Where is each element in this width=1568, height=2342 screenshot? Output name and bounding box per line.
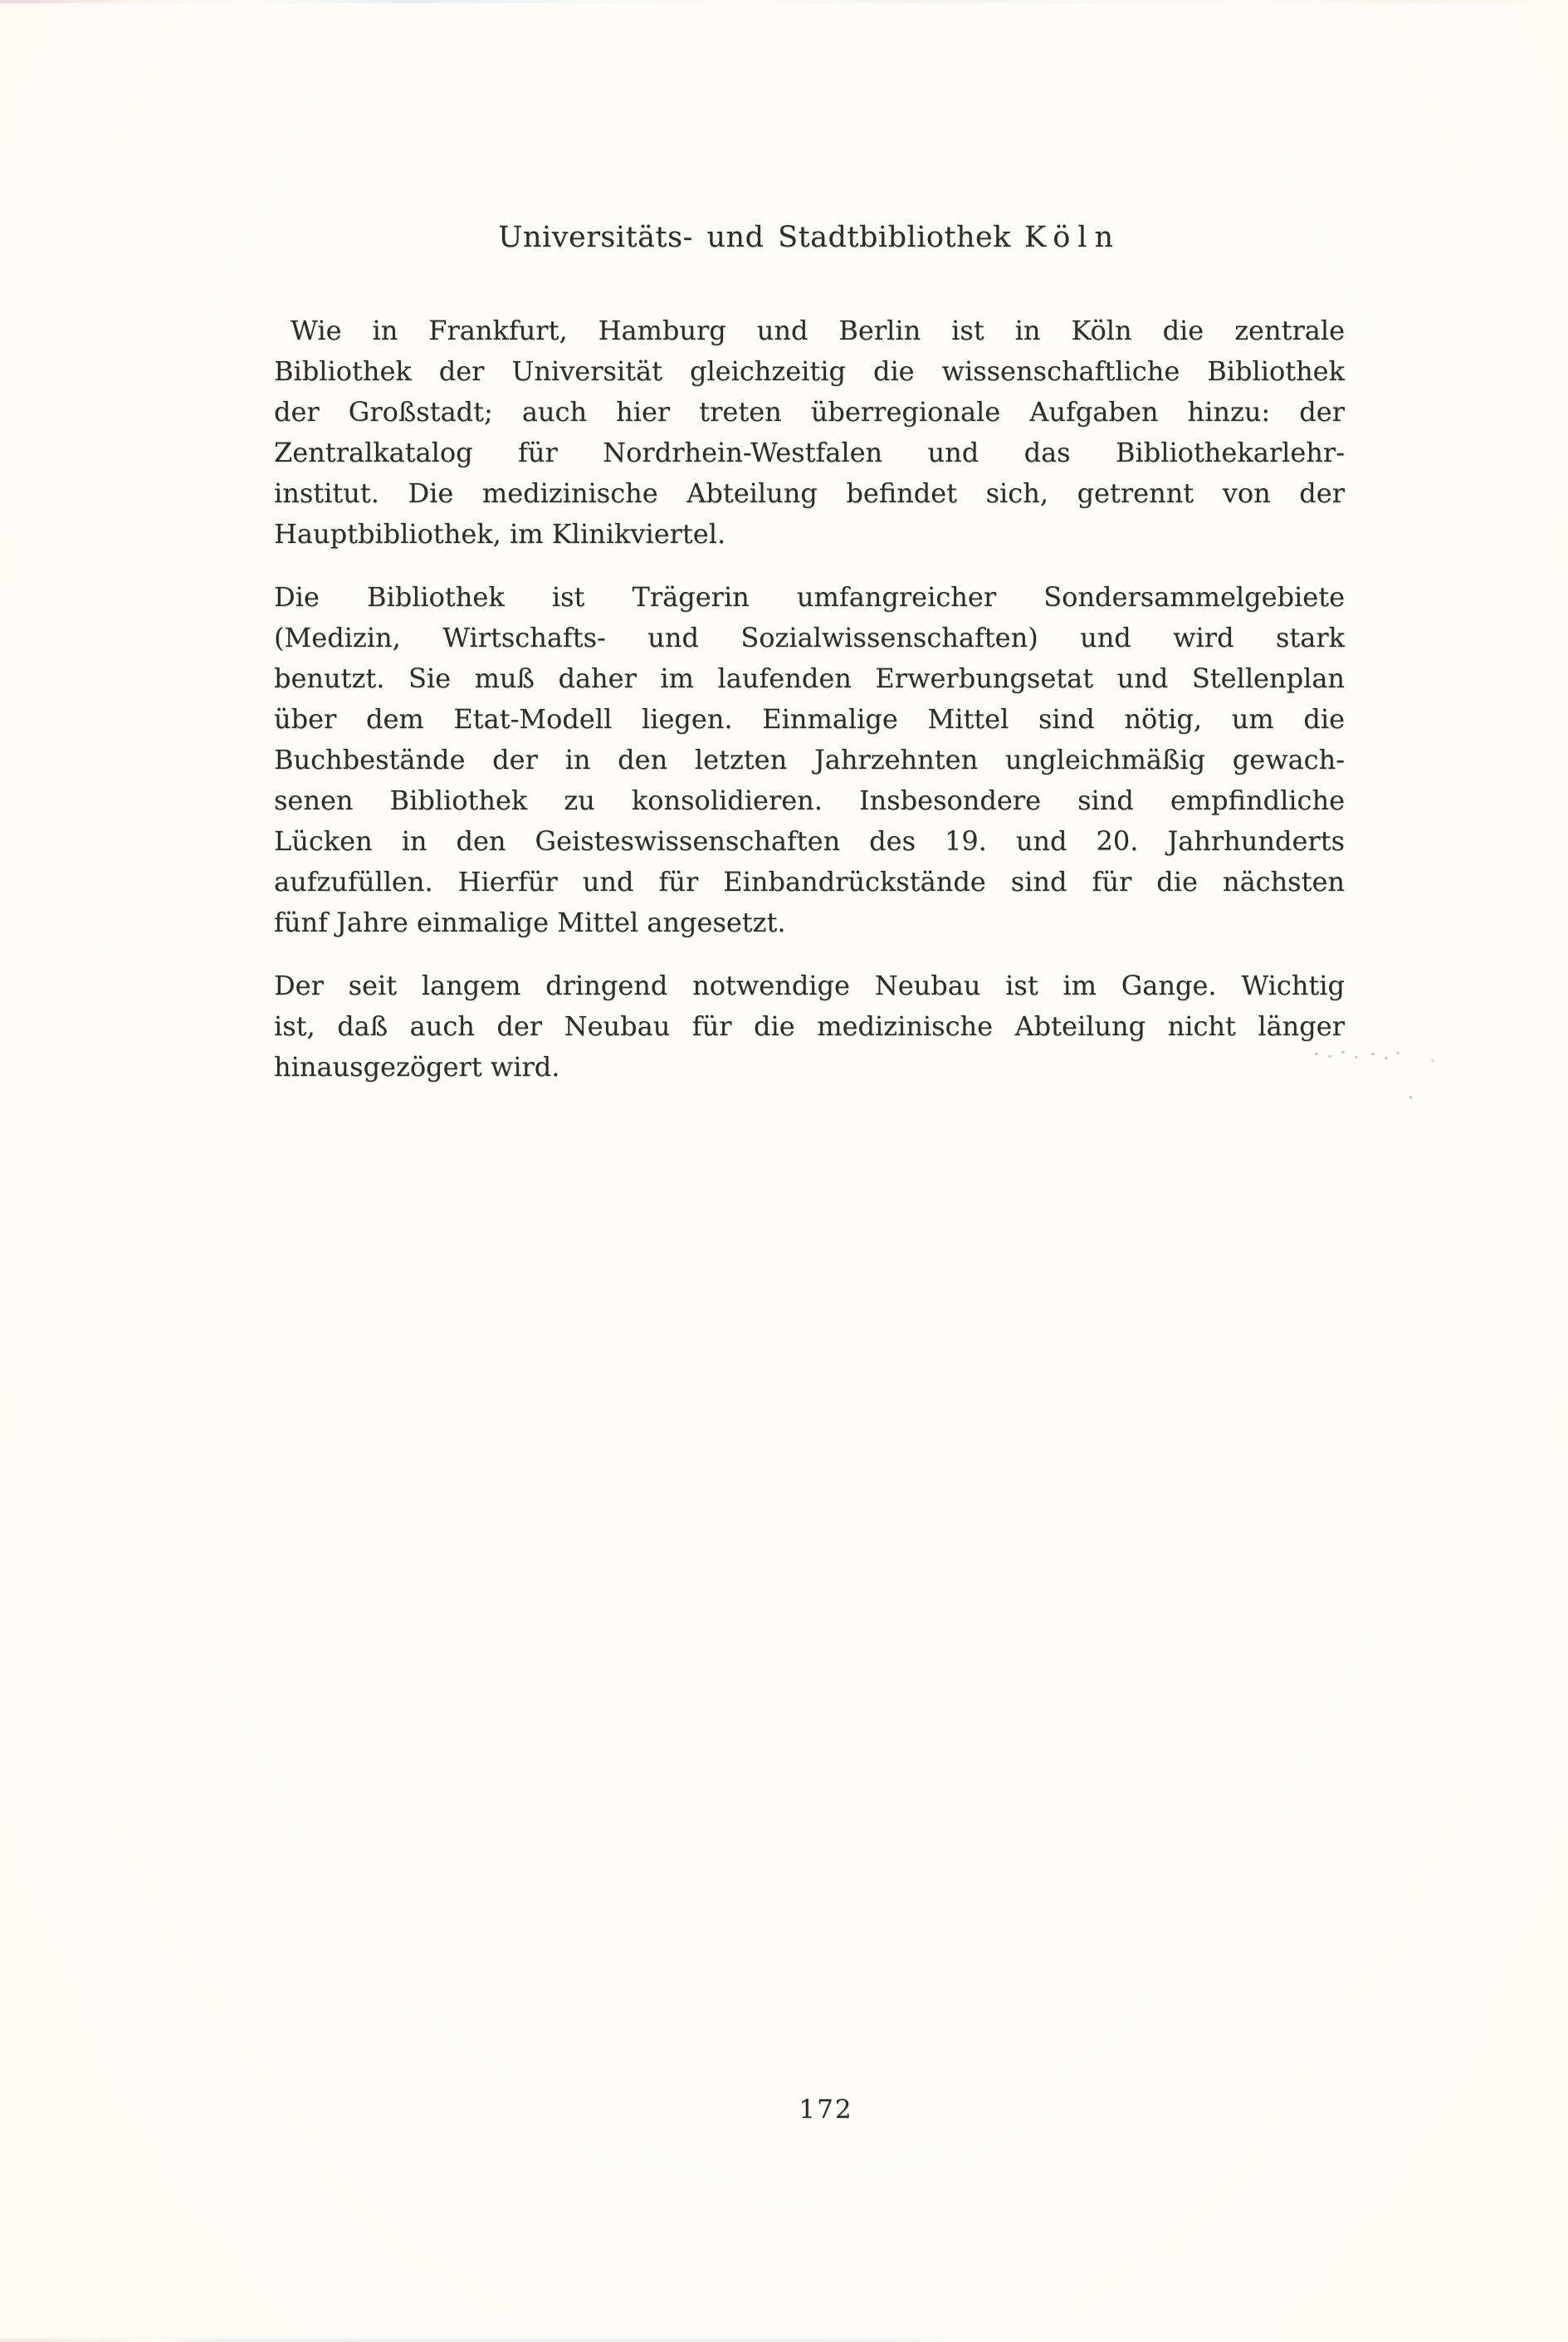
text-line: benutzt. Sie muß daher im laufenden Erwerbungsetat und Stellenplan <box>274 663 1345 694</box>
paragraph-neubau <box>274 966 1345 1088</box>
text-line: Zentralkatalog für Nordrhein-Westfalen und das Bibliothekarlehr- <box>274 437 1345 468</box>
text-line: Buchbestände der in den letzten Jahrzehnten ungleichmäßig gewach- <box>274 744 1345 775</box>
scan-artifact-specks <box>1315 1053 1318 1055</box>
scan-artifact-bottom-edge <box>0 2339 1568 2342</box>
scan-artifact-speck <box>1409 1096 1412 1099</box>
text-column <box>274 310 1345 1110</box>
text-line: Lücken in den Geisteswissenschaften des 19. und 20. Jahrhunderts <box>274 825 1345 857</box>
text-line: über dem Etat-Modell liegen. Einmalige Mittel sind nötig, um die <box>274 703 1345 735</box>
text-line: fünf Jahre einmalige Mittel angesetzt. <box>274 907 786 938</box>
text-line: hinausgezögert wird. <box>274 1051 560 1083</box>
text-line: aufzufüllen. Hierfür und für Einbandrückstände sind für die nächsten <box>274 866 1345 897</box>
text-line: Der seit langem dringend notwendige Neubau ist im Gange. Wichtig <box>274 970 1345 1001</box>
page-title-city: Köln <box>1023 221 1121 254</box>
text-line: Bibliothek der Universität gleichzeitig die wissenschaftliche Bibliothek <box>274 355 1345 387</box>
text-line: senen Bibliothek zu konsolidieren. Insbesondere sind empfindliche <box>274 785 1345 816</box>
text-line: ist, daß auch der Neubau für die medizinische Abteilung nicht länger <box>274 1010 1345 1042</box>
text-line: Die Bibliothek ist Trägerin umfangreicher Sondersammelgebiete <box>274 581 1345 613</box>
page-title-main: Universitäts- und Stadtbibliothek <box>497 221 1011 254</box>
text-line: (Medizin, Wirtschafts- und Sozialwissenschaften) und wird stark <box>274 622 1345 653</box>
page-title <box>274 218 1345 258</box>
text-line: Hauptbibliothek, im Klinikviertel. <box>274 518 726 550</box>
text-line: der Großstadt; auch hier treten überregionale Aufgaben hinzu: der <box>274 396 1345 428</box>
paragraph-overview <box>274 310 1345 555</box>
paragraph-collections <box>274 577 1345 943</box>
text-line: institut. Die medizinische Abteilung befindet sich, getrennt von der <box>274 477 1345 509</box>
scan-artifact-top-edge <box>0 0 1568 3</box>
page-number: 172 <box>799 2095 853 2124</box>
text-line: Wie in Frankfurt, Hamburg und Berlin ist in Köln die zentrale <box>291 315 1345 346</box>
